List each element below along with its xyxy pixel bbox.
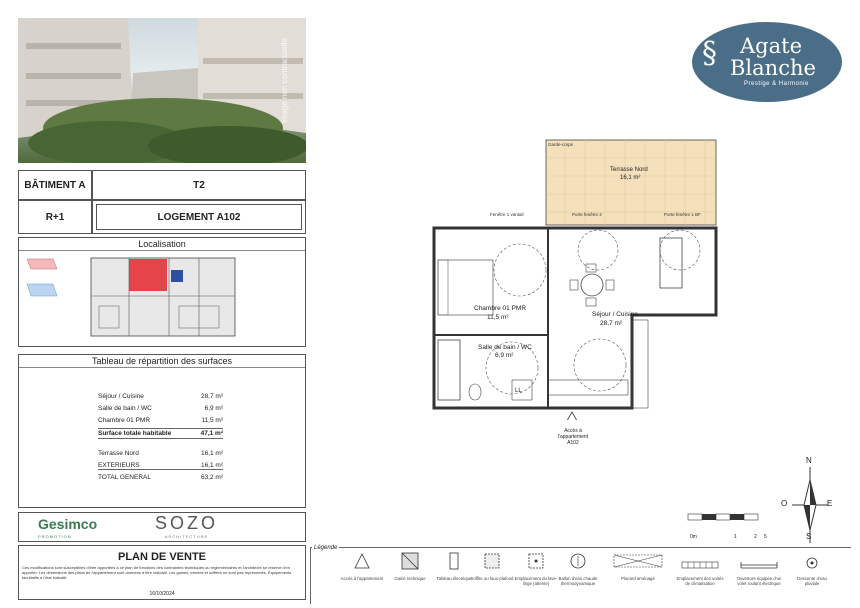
surface-row bbox=[98, 417, 223, 424]
surface-row bbox=[98, 393, 223, 400]
placard-icon bbox=[613, 552, 663, 570]
floor-label: R+1 bbox=[45, 211, 65, 223]
legend-label: Placard aménagé bbox=[621, 576, 655, 581]
scale-label-5: 5 bbox=[764, 534, 767, 540]
sozo-sub: ARCHITECTURE bbox=[164, 534, 209, 539]
exterior-row-value: 16,1 m² bbox=[200, 462, 223, 469]
site-plan-diagram bbox=[89, 256, 237, 338]
surface-row-value: 28,7 m² bbox=[200, 393, 223, 400]
sozo-name: SOZO bbox=[155, 513, 219, 533]
volet-roulant-icon bbox=[739, 552, 779, 570]
surface-row-value: 6,9 m² bbox=[204, 405, 223, 412]
total-habitable-value: 47,1 m² bbox=[200, 430, 223, 437]
unit-cell bbox=[96, 204, 302, 230]
legend-label: Ouverture équipée d'un volet roulant électrique bbox=[736, 576, 782, 586]
legend-label: Gaine technique bbox=[394, 576, 426, 581]
window-note-3: Porte fenêtre 1 BF bbox=[664, 212, 701, 217]
localisation-title: Localisation bbox=[19, 238, 305, 251]
exterior-row-value: 16,1 m² bbox=[200, 450, 223, 457]
surfaces-title: Tableau de répartition des surfaces bbox=[19, 355, 305, 368]
compass-o: O bbox=[781, 499, 788, 508]
legend-item bbox=[732, 552, 786, 586]
plan-date: 16/10/2024 bbox=[149, 591, 175, 597]
living-area: 28,7 m² bbox=[600, 320, 623, 327]
location-key-map bbox=[25, 256, 65, 316]
exterior-row-label: EXTERIEURS bbox=[98, 462, 140, 469]
lave-linge-icon bbox=[527, 552, 545, 570]
building-label: BÂTIMENT A bbox=[24, 179, 86, 191]
soffite-icon bbox=[483, 552, 501, 570]
garde-corps-label: Garde-corps bbox=[548, 142, 574, 147]
building-cell bbox=[18, 170, 92, 200]
logo-swirl-icon: § bbox=[702, 36, 717, 71]
access-icon bbox=[354, 552, 370, 570]
plan-title: PLAN DE VENTE bbox=[117, 551, 206, 563]
floor-plan bbox=[420, 130, 730, 420]
type-cell bbox=[92, 170, 306, 200]
exterior-row-label: Terrasse Nord bbox=[98, 450, 139, 457]
gesimco-logo bbox=[38, 516, 97, 539]
compass-s: S bbox=[806, 532, 812, 541]
unit-label: LOGEMENT A102 bbox=[157, 211, 241, 223]
ll-label: LL bbox=[515, 388, 522, 394]
logo-line-2: Blanche bbox=[730, 56, 816, 80]
surface-row-label: Chambre 01 PMR bbox=[98, 417, 151, 424]
scale-label-2: 2 bbox=[754, 534, 757, 540]
gesimco-name: Gesimco bbox=[38, 516, 98, 532]
compass-n: N bbox=[806, 456, 812, 465]
plan-disclaimer: Ces modifications sont susceptibles d'être apportées à ce plan de fonctions des contraintes techniques ou réglementaires et l'architecte se réserve d'en apporter. Les dimensions des plans de l'appartement sont données à titre indicatif. Les gaines, trémies et soffites ne sont pas représentés. Équipements facultatifs à l'état indicatif. bbox=[22, 565, 292, 580]
climatisation-icon bbox=[680, 552, 720, 570]
window-note-1: Fenêtre 1 vantail bbox=[490, 212, 524, 217]
legend-label: Emplacement des unités de climatisation bbox=[676, 576, 724, 586]
legend-label: Descente d'eau pluviale bbox=[797, 576, 827, 586]
access-line-2: l'appartement bbox=[557, 434, 589, 440]
unit-cell-outer bbox=[92, 200, 306, 234]
total-habitable-label: Surface totale habitable bbox=[98, 430, 172, 437]
bedroom-name: Chambre 01 PMR bbox=[474, 305, 527, 312]
legend-item bbox=[514, 552, 558, 586]
sozo-logo bbox=[155, 513, 218, 539]
logo-tagline: Prestige & Harmonie bbox=[744, 81, 809, 87]
access-line-3: A102 bbox=[567, 440, 579, 446]
legend-item bbox=[340, 552, 384, 582]
total-habitable-row bbox=[98, 428, 223, 439]
floor-cell bbox=[18, 200, 92, 234]
legend-item bbox=[556, 552, 600, 586]
living-name: Séjour / Cuisine bbox=[592, 311, 638, 318]
legend-label: Tableau électrique bbox=[436, 576, 472, 581]
scale-label-1: 1 bbox=[734, 534, 737, 540]
terrace-name: Terrasse Nord bbox=[610, 167, 648, 173]
surface-row bbox=[98, 405, 223, 412]
legend-item bbox=[388, 552, 432, 582]
surface-row-label: Salle de bain / WC bbox=[98, 405, 152, 412]
legend-label: Ballon d'eau chaude thermodynamique bbox=[558, 576, 598, 586]
legend-item bbox=[470, 552, 514, 582]
watermark-text: image non contractuelle bbox=[280, 38, 289, 123]
bath-name: Salle de bain / WC bbox=[478, 344, 532, 351]
legend-label: Soffite ou faux-plafond bbox=[470, 576, 514, 581]
gesimco-sub: PROMOTION bbox=[38, 534, 72, 539]
total-general-row bbox=[98, 474, 223, 481]
legend-item bbox=[610, 552, 666, 582]
localisation-panel bbox=[18, 237, 306, 347]
building-photo bbox=[18, 18, 306, 163]
compass-e: E bbox=[827, 499, 833, 508]
exterior-row bbox=[98, 450, 223, 457]
access-line-1: Accès à bbox=[564, 428, 582, 434]
surface-row-label: Séjour / Cuisine bbox=[98, 393, 144, 400]
bath-area: 6,9 m² bbox=[495, 352, 514, 359]
total-general-value: 63,2 m² bbox=[200, 474, 223, 481]
scale-bar bbox=[686, 512, 760, 532]
type-label: T2 bbox=[193, 179, 205, 191]
access-label bbox=[550, 428, 596, 446]
legend-item bbox=[674, 552, 726, 586]
tableau-electrique-icon bbox=[445, 552, 463, 570]
legend-item bbox=[792, 552, 832, 586]
ballon-eau-chaude-icon bbox=[569, 552, 587, 570]
terrace-area: 16,1 m² bbox=[620, 175, 641, 181]
descente-eau-pluviale-icon bbox=[803, 552, 821, 570]
logo-line-1: Agate bbox=[740, 34, 802, 58]
exterior-row bbox=[98, 462, 223, 470]
surface-row-value: 11,5 m² bbox=[201, 417, 223, 424]
legend-label: Accès à l'appartement bbox=[340, 576, 384, 581]
total-general-label: TOTAL GENERAL bbox=[98, 474, 151, 481]
bedroom-area: 11,5 m² bbox=[487, 314, 509, 321]
legend-title: Légende bbox=[314, 545, 338, 551]
legend-label: Emplacement du lave-linge (attente) bbox=[514, 576, 558, 586]
agate-blanche-logo bbox=[692, 22, 842, 102]
gaine-technique-icon bbox=[401, 552, 419, 570]
scale-label-0: 0m bbox=[690, 534, 697, 540]
window-note-2: Porte fenêtre 2 bbox=[572, 212, 602, 217]
